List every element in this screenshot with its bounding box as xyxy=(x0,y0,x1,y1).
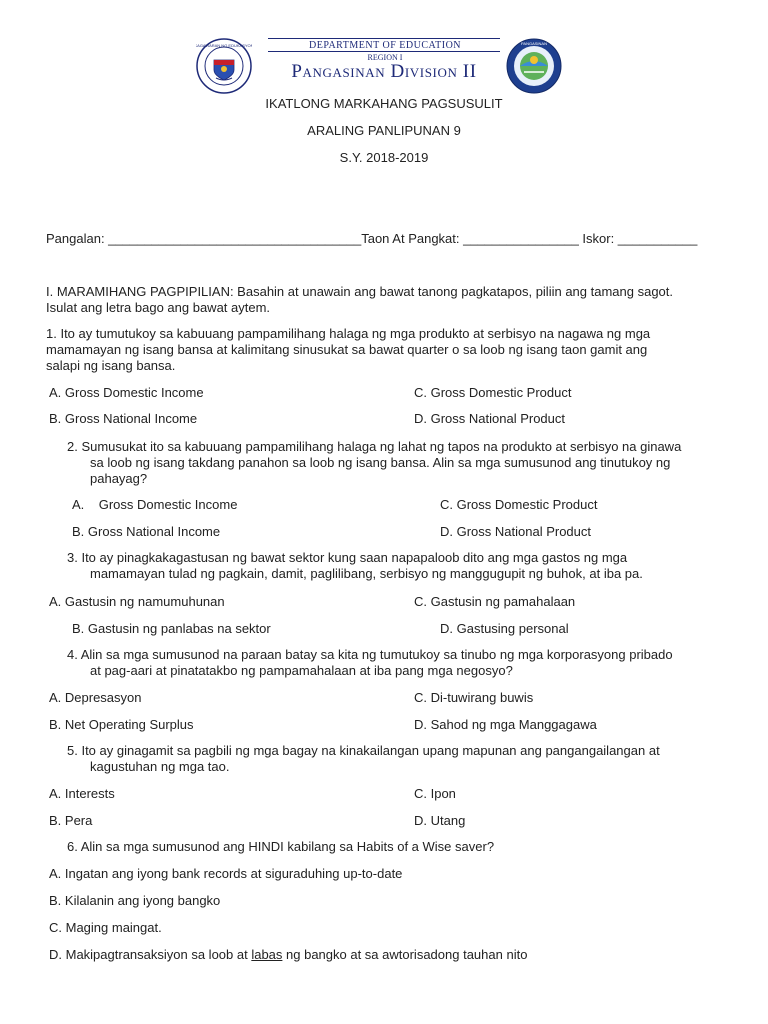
question-5-choice-d: D. Utang xyxy=(414,813,466,828)
question-3-choice-d: D. Gastusing personal xyxy=(440,621,569,636)
question-1-line-2: mamamayan ng isang bansa at kalimitang sinusukat sa bawat quarter o sa loob ng isang taon gamit ang xyxy=(46,342,648,357)
question-6-choice-d-part-1: D. Makipagtransaksiyon sa loob at xyxy=(49,947,252,962)
question-1-choice-a: A. Gross Domestic Income xyxy=(49,385,204,400)
svg-text:KAGAWARAN NG EDUKASYON: KAGAWARAN NG EDUKASYON xyxy=(196,43,252,48)
question-3-choice-b: B. Gastusin ng panlabas na sektor xyxy=(72,621,271,636)
question-1-choice-d: D. Gross National Product xyxy=(414,411,566,426)
question-4-choice-a: A. Depresasyon xyxy=(49,690,142,705)
question-5-choice-b: B. Pera xyxy=(49,813,93,828)
question-6-choice-d-part-2: ng bangko at sa awtorisadong tauhan nito xyxy=(282,947,528,962)
division-name: Pangasinan Division II xyxy=(291,61,477,82)
question-4-choice-c: C. Di-tuwirang buwis xyxy=(414,690,534,705)
question-2-choice-b: B. Gross National Income xyxy=(72,524,221,539)
question-6-choice-d xyxy=(49,947,527,963)
question-4-line-1: 4. Alin sa mga sumusunod na paraan batay sa kita ng tumutukoy sa tinubo ng mga korporasyong pribado xyxy=(67,647,673,662)
department-name: DEPARTMENT OF EDUCATION xyxy=(308,40,462,51)
question-5-line-2: kagustuhan ng mga tao. xyxy=(90,759,230,774)
instructions-line-1: I. MARAMIHANG PAGPIPILIAN: Basahin at unawain ang bawat tanong pagkatapos, piliin ang tamang sagot. xyxy=(46,284,674,299)
question-4-choice-d: D. Sahod ng mga Manggagawa xyxy=(414,717,597,732)
question-3-line-1: 3. Ito ay pinagkakagastusan ng bawat sektor kung saan napapaloob dito ang mga gastos ng mga xyxy=(67,550,628,565)
question-2-line-1: 2. Sumusukat ito sa kabuuang pampamilihang halaga ng lahat ng tapos na produkto at serbisyo na ginawa xyxy=(67,439,682,454)
question-4-line-2: at pag-aari at pinatatakbo ng pampamahalaan at iba pang mga negosyo? xyxy=(90,663,513,678)
header-rule-top xyxy=(268,38,500,39)
question-2-choice-a: A. Gross Domestic Income xyxy=(72,497,238,512)
question-2-line-2: sa loob ng isang takdang panahon sa loob ng isang bansa. Alin sa mga sumusunod ang tinutukoy ng xyxy=(90,455,671,470)
instructions-line-2: Isulat ang letra bago ang bawat aytem. xyxy=(46,300,271,315)
question-6-choice-a: A. Ingatan ang iyong bank records at siguraduhing up-to-date xyxy=(49,866,403,881)
svg-text:PANGASINAN: PANGASINAN xyxy=(521,41,547,46)
question-1-line-1: 1. Ito ay tumutukoy sa kabuuang pampamilihang halaga ng mga produkto at serbisyo na nagawa ng mga xyxy=(46,326,651,341)
question-2-choice-d: D. Gross National Product xyxy=(440,524,592,539)
question-4-choice-b: B. Net Operating Surplus xyxy=(49,717,194,732)
exam-title: IKATLONG MARKAHANG PAGSUSULIT xyxy=(265,96,503,111)
question-3-choice-a: A. Gastusin ng namumuhunan xyxy=(49,594,225,609)
region-name: REGION I xyxy=(367,53,403,62)
question-6-choice-d-underlined-word: labas xyxy=(251,947,283,962)
question-1-choice-b: B. Gross National Income xyxy=(49,411,198,426)
question-3-choice-c: C. Gastusin ng pamahalaan xyxy=(414,594,576,609)
question-1-line-3: salapi ng isang bansa. xyxy=(46,358,176,373)
question-6-choice-b: B. Kilalanin ang iyong bangko xyxy=(49,893,221,908)
question-5-choice-c: C. Ipon xyxy=(414,786,456,801)
school-year: S.Y. 2018-2019 xyxy=(339,150,429,165)
question-6-choice-c: C. Maging maingat. xyxy=(49,920,162,935)
question-5-choice-a: A. Interests xyxy=(49,786,115,801)
question-5-line-1: 5. Ito ay ginagamit sa pagbili ng mga bagay na kinakailangan upang mapunan ang pangangailangan at xyxy=(67,743,660,758)
question-3-line-2: mamamayan tulad ng pagkain, damit, paglilibang, serbisyo ng manggugupit ng buhok, at iba pa. xyxy=(90,566,643,581)
student-info-line: Pangalan: ___________________________________Taon At Pangkat: ________________ Iskor: ___________ xyxy=(46,231,698,246)
pangasinan-division-seal-logo xyxy=(506,38,562,94)
question-2-line-3: pahayag? xyxy=(90,471,148,486)
question-6-line-1: 6. Alin sa mga sumusunod ang HINDI kabilang sa Habits of a Wise saver? xyxy=(67,839,495,854)
header-rule-bottom xyxy=(268,51,500,52)
deped-seal-logo xyxy=(196,38,252,94)
exam-subject: ARALING PANLIPUNAN 9 xyxy=(307,123,461,138)
question-2-choice-c: C. Gross Domestic Product xyxy=(440,497,598,512)
question-1-choice-c: C. Gross Domestic Product xyxy=(414,385,572,400)
